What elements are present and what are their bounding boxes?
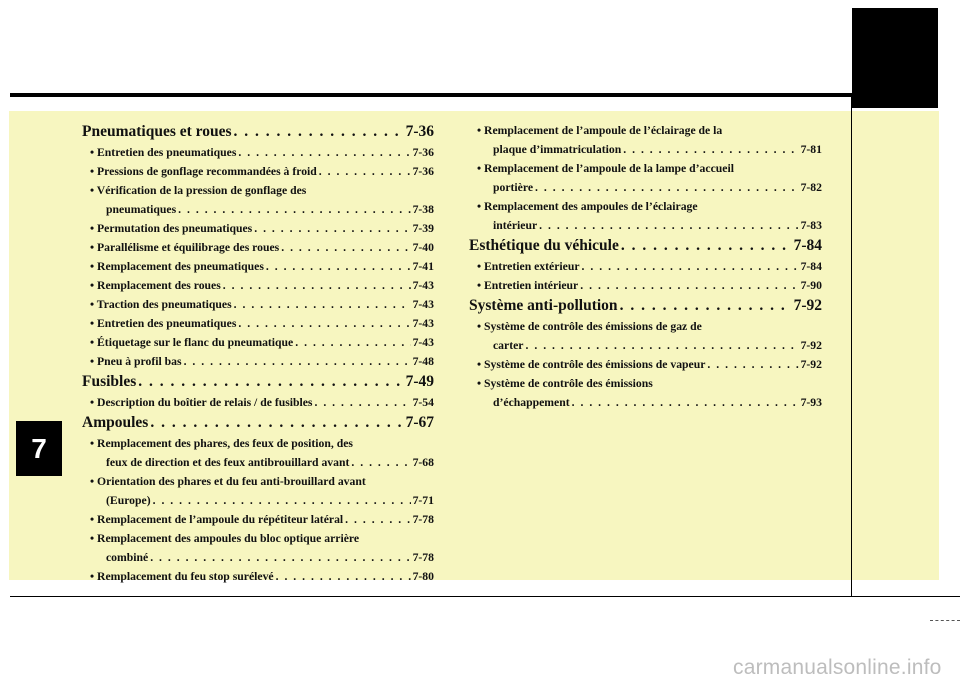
toc-page-number: 7-40 [412, 241, 434, 254]
leader-dots [276, 567, 411, 586]
leader-dots [319, 162, 411, 181]
leader-dots [184, 352, 411, 371]
toc-entry-label: • Entretien des pneumatiques [90, 146, 237, 159]
bottom-rule [10, 596, 960, 597]
toc-page-number: 7-68 [412, 456, 434, 469]
toc-page-number: 7-78 [412, 551, 434, 564]
toc-page-number: 7-83 [800, 219, 822, 232]
toc-section[interactable] [82, 121, 434, 143]
leader-dots [707, 355, 798, 374]
toc-entry[interactable] [82, 453, 434, 472]
toc-page-number: 7-36 [405, 123, 434, 140]
toc-entry-label: Fusibles [82, 373, 137, 390]
toc-entry[interactable] [82, 333, 434, 352]
toc-page-number: 7-43 [412, 279, 434, 292]
toc-page-number: 7-82 [800, 181, 822, 194]
toc-entry-label: • Permutation des pneumatiques [90, 222, 253, 235]
toc-entry[interactable] [82, 393, 434, 412]
leader-dots [345, 510, 410, 529]
toc-entry-label: • Entretien intérieur [477, 279, 579, 292]
toc-page-number: 7-81 [800, 143, 822, 156]
toc-entry-label: • Parallélisme et équilibrage des roues [90, 241, 280, 254]
toc-page-number: 7-41 [412, 260, 434, 273]
toc-page-number: 7-84 [800, 260, 822, 273]
toc-entry-label: • Remplacement de l’ampoule du répétiteur latéral [90, 513, 344, 526]
toc-page-number: 7-92 [793, 297, 822, 314]
leader-dots [620, 295, 792, 317]
leader-dots [223, 276, 411, 295]
toc-entry[interactable] [469, 393, 822, 412]
toc-page-number: 7-78 [412, 513, 434, 526]
toc-page-number: 7-39 [412, 222, 434, 235]
toc-page-number: 7-54 [412, 396, 434, 409]
toc-entry-label: Ampoules [82, 414, 149, 431]
toc-entry[interactable] [82, 510, 434, 529]
toc-entry[interactable] [82, 200, 434, 219]
toc-section[interactable] [82, 371, 434, 393]
leader-dots [535, 178, 799, 197]
toc-entry-line: • Remplacement de l’ampoule de l’éclairage de la [477, 124, 723, 137]
top-rule [10, 93, 852, 97]
toc-entry[interactable] [469, 257, 822, 276]
toc-entry-label: feux de direction et des feux antibrouillard avant [106, 456, 350, 469]
toc-entry[interactable] [82, 295, 434, 314]
toc-entry[interactable] [469, 216, 822, 235]
toc-page-number: 7-36 [412, 165, 434, 178]
leader-dots [138, 371, 403, 393]
toc-section[interactable] [82, 412, 434, 434]
toc-page-number: 7-92 [800, 358, 822, 371]
toc-entry-label: • Pneu à profil bas [90, 355, 182, 368]
toc-entry[interactable] [82, 276, 434, 295]
margin-line [851, 97, 852, 597]
chapter-number: 7 [31, 432, 47, 464]
toc-entry-label: • Pressions de gonflage recommandées à froid [90, 165, 317, 178]
toc-entry-line: • Remplacement de l’ampoule de la lampe d’accueil [477, 162, 734, 175]
toc-right-column [469, 121, 822, 412]
toc-entry[interactable] [82, 567, 434, 586]
toc-entry-label: • Traction des pneumatiques [90, 298, 232, 311]
toc-entry-label: intérieur [493, 219, 538, 232]
leader-dots [254, 219, 410, 238]
toc-entry[interactable] [82, 143, 434, 162]
toc-entry-line: • Système de contrôle des émissions de gaz de [477, 320, 702, 333]
toc-entry[interactable] [82, 257, 434, 276]
toc-entry-label: carter [493, 339, 524, 352]
toc-entry-label: • Étiquetage sur le flanc du pneumatique [90, 336, 294, 349]
leader-dots [621, 235, 792, 257]
toc-entry-label: plaque d’immatriculation [493, 143, 622, 156]
toc-entry-label: pneumatiques [106, 203, 177, 216]
toc-left-column [82, 121, 434, 586]
toc-entry-label: • Remplacement des roues [90, 279, 221, 292]
watermark: carmanualsonline.info [733, 656, 942, 679]
toc-entry-line: • Remplacement des ampoules de l’éclairage [477, 200, 698, 213]
toc-entry-label: • Remplacement des pneumatiques [90, 260, 264, 273]
toc-entry[interactable] [82, 238, 434, 257]
leader-dots [539, 216, 798, 235]
toc-entry[interactable] [82, 162, 434, 181]
toc-page-number: 7-90 [800, 279, 822, 292]
toc-entry-line: • Remplacement des ampoules du bloc optique arrière [90, 532, 360, 545]
leader-dots [238, 143, 410, 162]
toc-page-number: 7-93 [800, 396, 822, 409]
leader-dots [178, 200, 410, 219]
toc-entry[interactable] [82, 219, 434, 238]
leader-dots [582, 257, 799, 276]
toc-page-number: 7-48 [412, 355, 434, 368]
toc-entry-label: (Europe) [106, 494, 151, 507]
toc-entry[interactable] [82, 491, 434, 510]
toc-page-number: 7-38 [412, 203, 434, 216]
leader-dots [150, 548, 410, 567]
toc-page-number: 7-43 [412, 298, 434, 311]
toc-section[interactable] [469, 235, 822, 257]
toc-section[interactable] [469, 295, 822, 317]
toc-entry-line: • Vérification de la pression de gonflage des [90, 184, 307, 197]
toc-entry-line: • Remplacement des phares, des feux de position, des [90, 437, 353, 450]
leader-dots [314, 393, 410, 412]
toc-page-number: 7-80 [412, 570, 434, 583]
toc-page-number: 7-49 [405, 373, 434, 390]
toc-entry-label: • Description du boîtier de relais / de fusibles [90, 396, 313, 409]
toc-page-number: 7-84 [793, 237, 822, 254]
toc-entry-label: • Système de contrôle des émissions de vapeur [477, 358, 706, 371]
toc-page-number: 7-36 [412, 146, 434, 159]
toc-entry-label: combiné [106, 551, 149, 564]
leader-dots [234, 295, 411, 314]
leader-dots [238, 314, 410, 333]
leader-dots [153, 491, 411, 510]
leader-dots [351, 453, 410, 472]
toc-entry-label: portière [493, 181, 534, 194]
toc-entry-line: • Orientation des phares et du feu anti-brouillard avant [90, 475, 366, 488]
leader-dots [266, 257, 411, 276]
toc-entry[interactable] [469, 355, 822, 374]
toc-page-number: 7-43 [412, 336, 434, 349]
toc-entry[interactable] [469, 140, 822, 159]
toc-entry-label: • Remplacement du feu stop surélevé [90, 570, 274, 583]
leader-dots [572, 393, 799, 412]
chapter-badge [16, 421, 62, 476]
toc-entry[interactable] [469, 178, 822, 197]
toc-entry-label: Pneumatiques et roues [82, 123, 232, 140]
leader-dots [580, 276, 798, 295]
toc-entry[interactable] [469, 276, 822, 295]
leader-dots [295, 333, 410, 352]
toc-entry-line: • Système de contrôle des émissions [477, 377, 653, 390]
toc-page-number: 7-43 [412, 317, 434, 330]
toc-entry[interactable] [82, 314, 434, 333]
dash-mark [930, 620, 960, 621]
toc-entry[interactable] [82, 352, 434, 371]
leader-dots [526, 336, 799, 355]
leader-dots [150, 412, 403, 434]
toc-entry-label: Système anti-pollution [469, 297, 618, 314]
toc-entry[interactable] [82, 548, 434, 567]
toc-entry[interactable] [469, 336, 822, 355]
toc-page-number: 7-92 [800, 339, 822, 352]
toc-page-number: 7-67 [405, 414, 434, 431]
leader-dots [623, 140, 798, 159]
leader-dots [281, 238, 410, 257]
leader-dots [234, 121, 404, 143]
toc-entry-label: • Entretien extérieur [477, 260, 580, 273]
toc-entry-label: d’échappement [493, 396, 570, 409]
toc-entry-label: • Entretien des pneumatiques [90, 317, 237, 330]
toc-page-number: 7-71 [412, 494, 434, 507]
toc-entry-label: Esthétique du véhicule [469, 237, 619, 254]
corner-tab [852, 8, 938, 108]
